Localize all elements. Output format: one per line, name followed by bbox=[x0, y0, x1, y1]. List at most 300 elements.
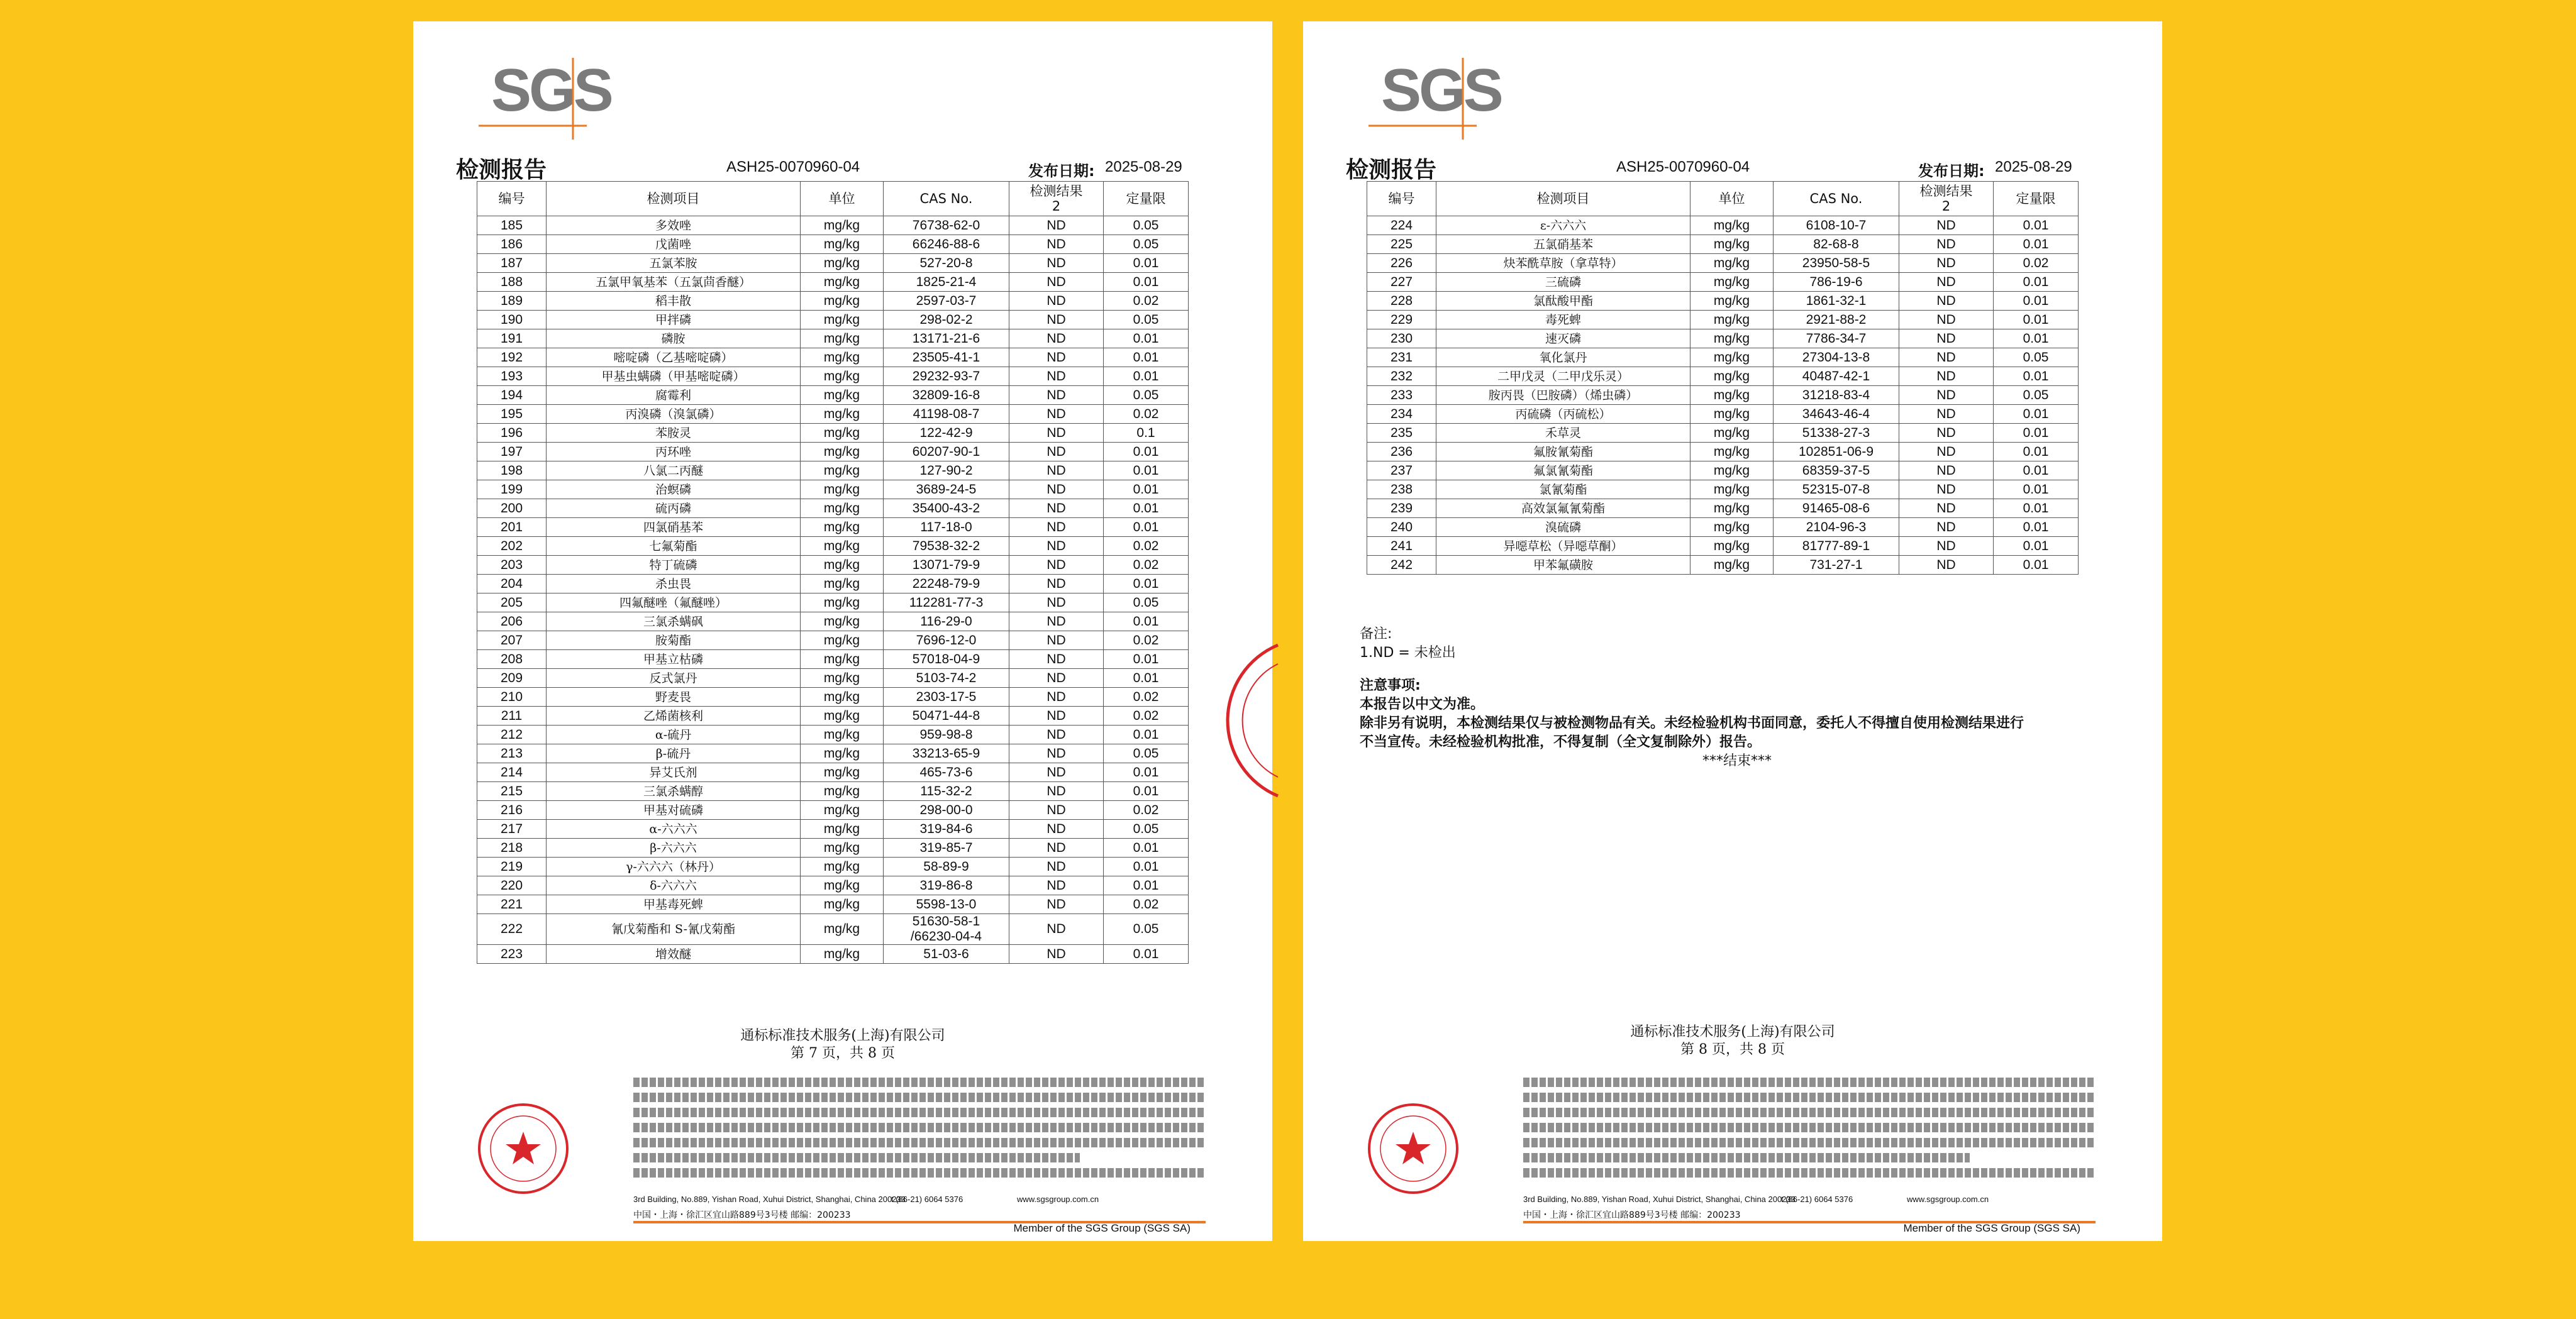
table-cell: 40487-42-1 bbox=[1774, 367, 1899, 386]
table-cell: 2597-03-7 bbox=[884, 292, 1009, 311]
table-row bbox=[477, 367, 1189, 386]
table-cell: 112281-77-3 bbox=[884, 593, 1009, 612]
table-cell: 0.01 bbox=[1994, 461, 2079, 480]
table-cell: 79538-32-2 bbox=[884, 537, 1009, 556]
table-cell: 192 bbox=[477, 348, 547, 367]
table-cell: mg/kg bbox=[1690, 254, 1774, 273]
table-cell: 215 bbox=[477, 782, 547, 801]
table-cell: 224 bbox=[1367, 216, 1436, 235]
table-cell: 0.01 bbox=[1104, 726, 1189, 744]
table-cell: ND bbox=[1009, 273, 1104, 292]
table-cell: ND bbox=[1009, 405, 1104, 424]
table-cell: 186 bbox=[477, 235, 547, 254]
table-cell: 51630-58-1 /66230-04-4 bbox=[884, 914, 1009, 945]
table-cell: 异噁草松（异噁草酮） bbox=[1436, 537, 1690, 556]
table-cell: δ-六六六 bbox=[547, 876, 801, 895]
table-cell: 235 bbox=[1367, 424, 1436, 443]
report-page-7 bbox=[413, 21, 1272, 1241]
table-cell: mg/kg bbox=[801, 518, 884, 537]
table-cell: 氧化氯丹 bbox=[1436, 348, 1690, 367]
table-row bbox=[477, 876, 1189, 895]
table-cell: mg/kg bbox=[1690, 556, 1774, 575]
table-cell: 乙烯菌核利 bbox=[547, 707, 801, 726]
table-cell: ND bbox=[1009, 631, 1104, 650]
table-cell: 0.05 bbox=[1104, 216, 1189, 235]
table-cell: mg/kg bbox=[1690, 216, 1774, 235]
table-row bbox=[1367, 348, 2079, 367]
table-cell: 高效氯氟氰菊酯 bbox=[1436, 499, 1690, 518]
table-cell: mg/kg bbox=[801, 575, 884, 593]
table-cell: ND bbox=[1009, 537, 1104, 556]
column-header: 检测结果 2 bbox=[1009, 182, 1104, 216]
table-cell: mg/kg bbox=[1690, 386, 1774, 405]
table-cell: 31218-83-4 bbox=[1774, 386, 1899, 405]
table-cell: 197 bbox=[477, 443, 547, 461]
page-number: 第 7 页，共 8 页 bbox=[791, 1046, 895, 1061]
table-cell: 187 bbox=[477, 254, 547, 273]
table-cell: 219 bbox=[477, 858, 547, 876]
table-row bbox=[477, 688, 1189, 707]
phone: t (86-21) 6064 5376 bbox=[1781, 1195, 1853, 1204]
table-cell: 465-73-6 bbox=[884, 763, 1009, 782]
table-cell: 0.01 bbox=[1994, 329, 2079, 348]
table-cell: 191 bbox=[477, 329, 547, 348]
table-cell: 嘧啶磷（乙基嘧啶磷） bbox=[547, 348, 801, 367]
table-cell: 0.05 bbox=[1104, 820, 1189, 839]
table-cell: ND bbox=[1899, 443, 1994, 461]
table-cell: 0.02 bbox=[1104, 688, 1189, 707]
logo-text: SGS bbox=[491, 57, 611, 124]
table-cell: 0.01 bbox=[1104, 839, 1189, 858]
table-cell: 0.01 bbox=[1104, 480, 1189, 499]
table-row bbox=[477, 311, 1189, 329]
table-cell: mg/kg bbox=[801, 292, 884, 311]
table-cell: 0.01 bbox=[1104, 782, 1189, 801]
table-cell: ND bbox=[1009, 669, 1104, 688]
table-cell: 319-85-7 bbox=[884, 839, 1009, 858]
table-cell: 硫丙磷 bbox=[547, 499, 801, 518]
table-cell: mg/kg bbox=[801, 499, 884, 518]
table-cell: 甲苯氟磺胺 bbox=[1436, 556, 1690, 575]
table-cell: mg/kg bbox=[1690, 518, 1774, 537]
table-cell: 959-98-8 bbox=[884, 726, 1009, 744]
address-cn: 中国・上海・徐汇区宜山路889号3号楼 邮编：200233 bbox=[1523, 1210, 1741, 1220]
table-row bbox=[1367, 254, 2079, 273]
table-cell: ND bbox=[1899, 273, 1994, 292]
table-cell: 7786-34-7 bbox=[1774, 329, 1899, 348]
table-row bbox=[477, 914, 1189, 945]
table-cell: 二甲戊灵（二甲戊乐灵） bbox=[1436, 367, 1690, 386]
table-cell: 319-84-6 bbox=[884, 820, 1009, 839]
table-cell: 0.01 bbox=[1994, 443, 2079, 461]
column-header: CAS No. bbox=[884, 182, 1009, 216]
table-cell: 220 bbox=[477, 876, 547, 895]
table-cell: ND bbox=[1009, 461, 1104, 480]
table-cell: mg/kg bbox=[801, 273, 884, 292]
results-table bbox=[477, 181, 1189, 964]
table-row bbox=[477, 763, 1189, 782]
table-cell: mg/kg bbox=[1690, 424, 1774, 443]
table-cell: ND bbox=[1009, 945, 1104, 964]
table-cell: 2104-96-3 bbox=[1774, 518, 1899, 537]
table-row bbox=[477, 329, 1189, 348]
table-cell: 毒死蜱 bbox=[1436, 311, 1690, 329]
legal-text-block bbox=[1523, 1078, 2096, 1183]
table-cell: 66246-88-6 bbox=[884, 235, 1009, 254]
table-cell: 202 bbox=[477, 537, 547, 556]
table-cell: 0.02 bbox=[1104, 801, 1189, 820]
table-cell: 0.02 bbox=[1104, 895, 1189, 914]
table-cell: 239 bbox=[1367, 499, 1436, 518]
table-row bbox=[477, 593, 1189, 612]
table-cell: 0.02 bbox=[1104, 405, 1189, 424]
table-cell: β-硫丹 bbox=[547, 744, 801, 763]
table-cell: mg/kg bbox=[801, 348, 884, 367]
report-page-8 bbox=[1303, 21, 2162, 1241]
table-cell: 戊菌唑 bbox=[547, 235, 801, 254]
table-cell: mg/kg bbox=[801, 367, 884, 386]
table-cell: 1861-32-1 bbox=[1774, 292, 1899, 311]
table-cell: mg/kg bbox=[801, 945, 884, 964]
table-cell: 51-03-6 bbox=[884, 945, 1009, 964]
table-cell: 0.01 bbox=[1994, 480, 2079, 499]
table-cell: 甲基虫螨磷（甲基嘧啶磷） bbox=[547, 367, 801, 386]
table-cell: 甲基毒死蜱 bbox=[547, 895, 801, 914]
table-cell: 甲基立枯磷 bbox=[547, 650, 801, 669]
table-cell: 81777-89-1 bbox=[1774, 537, 1899, 556]
table-cell: 异艾氏剂 bbox=[547, 763, 801, 782]
table-cell: 205 bbox=[477, 593, 547, 612]
table-cell: 58-89-9 bbox=[884, 858, 1009, 876]
remarks-label: 备注: bbox=[1360, 626, 1392, 642]
table-row bbox=[477, 386, 1189, 405]
table-cell: 0.02 bbox=[1104, 556, 1189, 575]
table-row bbox=[1367, 443, 2079, 461]
table-cell: 298-00-0 bbox=[884, 801, 1009, 820]
table-cell: mg/kg bbox=[801, 914, 884, 945]
table-cell: 0.01 bbox=[1994, 311, 2079, 329]
company-seal bbox=[476, 1101, 570, 1196]
issue-date-value: 2025-08-29 bbox=[1995, 158, 2072, 175]
table-cell: mg/kg bbox=[801, 726, 884, 744]
table-cell: 0.05 bbox=[1994, 348, 2079, 367]
table-row bbox=[1367, 518, 2079, 537]
column-header: 单位 bbox=[801, 182, 884, 216]
table-row bbox=[1367, 216, 2079, 235]
table-header-row bbox=[477, 182, 1189, 216]
table-cell: ND bbox=[1899, 254, 1994, 273]
table-cell: 204 bbox=[477, 575, 547, 593]
table-cell: 反式氯丹 bbox=[547, 669, 801, 688]
address-cn: 中国・上海・徐汇区宜山路889号3号楼 邮编：200233 bbox=[633, 1210, 851, 1220]
table-cell: 207 bbox=[477, 631, 547, 650]
table-cell: ND bbox=[1009, 443, 1104, 461]
table-cell: mg/kg bbox=[801, 763, 884, 782]
table-cell: 190 bbox=[477, 311, 547, 329]
table-cell: mg/kg bbox=[1690, 348, 1774, 367]
table-cell: mg/kg bbox=[801, 461, 884, 480]
table-row bbox=[477, 443, 1189, 461]
column-header: 定量限 bbox=[1104, 182, 1189, 216]
table-cell: 198 bbox=[477, 461, 547, 480]
table-cell: mg/kg bbox=[801, 537, 884, 556]
table-row bbox=[1367, 461, 2079, 480]
table-cell: 41198-08-7 bbox=[884, 405, 1009, 424]
table-row bbox=[1367, 480, 2079, 499]
table-cell: ND bbox=[1009, 216, 1104, 235]
table-cell: ND bbox=[1009, 329, 1104, 348]
table-row bbox=[477, 801, 1189, 820]
logo-text: SGS bbox=[1381, 57, 1501, 124]
table-cell: 0.01 bbox=[1104, 443, 1189, 461]
table-cell: ND bbox=[1009, 650, 1104, 669]
company-name: 通标标准技术服务(上海)有限公司 bbox=[740, 1028, 945, 1044]
table-cell: 3689-24-5 bbox=[884, 480, 1009, 499]
website: www.sgsgroup.com.cn bbox=[1907, 1195, 1989, 1204]
table-cell: 丙环唑 bbox=[547, 443, 801, 461]
table-cell: ND bbox=[1899, 367, 1994, 386]
table-cell: ND bbox=[1009, 424, 1104, 443]
table-cell: 194 bbox=[477, 386, 547, 405]
table-cell: 127-90-2 bbox=[884, 461, 1009, 480]
table-row bbox=[477, 575, 1189, 593]
table-cell: 29232-93-7 bbox=[884, 367, 1009, 386]
table-row bbox=[477, 556, 1189, 575]
table-cell: mg/kg bbox=[801, 895, 884, 914]
table-cell: mg/kg bbox=[801, 424, 884, 443]
table-cell: 201 bbox=[477, 518, 547, 537]
table-cell: mg/kg bbox=[801, 707, 884, 726]
table-cell: ND bbox=[1009, 895, 1104, 914]
table-cell: ND bbox=[1009, 858, 1104, 876]
table-row bbox=[477, 254, 1189, 273]
table-cell: ND bbox=[1009, 556, 1104, 575]
table-cell: 212 bbox=[477, 726, 547, 744]
table-cell: 233 bbox=[1367, 386, 1436, 405]
table-cell: 特丁硫磷 bbox=[547, 556, 801, 575]
table-row bbox=[1367, 556, 2079, 575]
table-cell: 236 bbox=[1367, 443, 1436, 461]
table-cell: 五氯甲氧基苯（五氯茴香醚） bbox=[547, 273, 801, 292]
table-cell: 200 bbox=[477, 499, 547, 518]
table-row bbox=[477, 858, 1189, 876]
table-cell: mg/kg bbox=[801, 216, 884, 235]
table-cell: 0.01 bbox=[1104, 575, 1189, 593]
overlap-stamp-fragment bbox=[1248, 639, 1279, 802]
report-number: ASH25-0070960-04 bbox=[726, 158, 860, 175]
table-cell: 0.05 bbox=[1104, 744, 1189, 763]
table-cell: β-六六六 bbox=[547, 839, 801, 858]
table-cell: ND bbox=[1009, 311, 1104, 329]
report-title: 检测报告 bbox=[456, 157, 547, 183]
table-cell: 0.02 bbox=[1104, 631, 1189, 650]
legal-text-block bbox=[633, 1078, 1206, 1183]
table-cell: 230 bbox=[1367, 329, 1436, 348]
table-cell: 0.01 bbox=[1104, 945, 1189, 964]
table-row bbox=[477, 895, 1189, 914]
table-cell: ND bbox=[1899, 348, 1994, 367]
table-row bbox=[477, 235, 1189, 254]
table-cell: 八氯二丙醚 bbox=[547, 461, 801, 480]
table-cell: mg/kg bbox=[801, 801, 884, 820]
table-cell: 2303-17-5 bbox=[884, 688, 1009, 707]
table-cell: 胺丙畏（巴胺磷）（烯虫磷） bbox=[1436, 386, 1690, 405]
table-cell: 50471-44-8 bbox=[884, 707, 1009, 726]
table-cell: 208 bbox=[477, 650, 547, 669]
table-cell: 203 bbox=[477, 556, 547, 575]
table-cell: mg/kg bbox=[801, 876, 884, 895]
issue-date-label: 发布日期: bbox=[1028, 162, 1095, 180]
table-cell: ND bbox=[1009, 386, 1104, 405]
table-cell: 七氟菊酯 bbox=[547, 537, 801, 556]
table-cell: mg/kg bbox=[1690, 273, 1774, 292]
table-cell: 240 bbox=[1367, 518, 1436, 537]
table-cell: 189 bbox=[477, 292, 547, 311]
column-header: 单位 bbox=[1690, 182, 1774, 216]
column-header: 定量限 bbox=[1994, 182, 2079, 216]
table-cell: 60207-90-1 bbox=[884, 443, 1009, 461]
table-cell: 32809-16-8 bbox=[884, 386, 1009, 405]
table-cell: ND bbox=[1899, 480, 1994, 499]
table-cell: 0.01 bbox=[1994, 556, 2079, 575]
table-cell: 0.01 bbox=[1104, 876, 1189, 895]
column-header: 编号 bbox=[477, 182, 547, 216]
table-cell: 0.02 bbox=[1994, 254, 2079, 273]
table-cell: 237 bbox=[1367, 461, 1436, 480]
report-title: 检测报告 bbox=[1346, 157, 1437, 183]
table-cell: 319-86-8 bbox=[884, 876, 1009, 895]
table-row bbox=[1367, 273, 2079, 292]
table-cell: 6108-10-7 bbox=[1774, 216, 1899, 235]
table-cell: ND bbox=[1899, 405, 1994, 424]
table-cell: 241 bbox=[1367, 537, 1436, 556]
table-cell: 213 bbox=[477, 744, 547, 763]
table-cell: 0.05 bbox=[1104, 311, 1189, 329]
table-cell: 199 bbox=[477, 480, 547, 499]
table-row bbox=[1367, 329, 2079, 348]
sgs-logo bbox=[1368, 45, 1501, 140]
table-cell: 222 bbox=[477, 914, 547, 945]
table-cell: ND bbox=[1009, 480, 1104, 499]
table-row bbox=[1367, 367, 2079, 386]
page-number: 第 8 页，共 8 页 bbox=[1680, 1042, 1785, 1057]
table-cell: 5103-74-2 bbox=[884, 669, 1009, 688]
table-cell: mg/kg bbox=[801, 235, 884, 254]
table-cell: 1825-21-4 bbox=[884, 273, 1009, 292]
column-header: 检测项目 bbox=[1436, 182, 1690, 216]
table-cell: 7696-12-0 bbox=[884, 631, 1009, 650]
table-cell: 0.01 bbox=[1104, 367, 1189, 386]
table-cell: 氟氯氰菊酯 bbox=[1436, 461, 1690, 480]
table-cell: 增效醚 bbox=[547, 945, 801, 964]
table-cell: 0.05 bbox=[1104, 593, 1189, 612]
table-cell: 0.01 bbox=[1104, 254, 1189, 273]
table-cell: 211 bbox=[477, 707, 547, 726]
table-cell: mg/kg bbox=[801, 650, 884, 669]
table-cell: 193 bbox=[477, 367, 547, 386]
table-cell: 34643-46-4 bbox=[1774, 405, 1899, 424]
table-cell: 磷胺 bbox=[547, 329, 801, 348]
report-header bbox=[456, 147, 1209, 185]
table-cell: 五氯苯胺 bbox=[547, 254, 801, 273]
table-cell: 209 bbox=[477, 669, 547, 688]
table-cell: 23950-58-5 bbox=[1774, 254, 1899, 273]
table-cell: 氯氰菊酯 bbox=[1436, 480, 1690, 499]
table-cell: 0.01 bbox=[1104, 461, 1189, 480]
table-cell: 0.01 bbox=[1104, 518, 1189, 537]
table-cell: 231 bbox=[1367, 348, 1436, 367]
table-row bbox=[477, 499, 1189, 518]
sgs-logo bbox=[479, 45, 611, 140]
table-cell: 溴硫磷 bbox=[1436, 518, 1690, 537]
table-cell: 2921-88-2 bbox=[1774, 311, 1899, 329]
notice-line-1: 本报告以中文为准。 bbox=[1360, 697, 1485, 712]
table-row bbox=[1367, 405, 2079, 424]
table-cell: ND bbox=[1009, 593, 1104, 612]
table-cell: 四氟醚唑（氟醚唑） bbox=[547, 593, 801, 612]
table-cell: 0.01 bbox=[1994, 405, 2079, 424]
table-cell: ND bbox=[1009, 292, 1104, 311]
legal-footer bbox=[476, 1078, 1206, 1222]
table-cell: mg/kg bbox=[801, 688, 884, 707]
table-cell: ND bbox=[1009, 612, 1104, 631]
table-cell: ε-六六六 bbox=[1436, 216, 1690, 235]
table-cell: 195 bbox=[477, 405, 547, 424]
issue-date-label: 发布日期: bbox=[1918, 162, 1985, 180]
table-cell: ND bbox=[1009, 876, 1104, 895]
table-cell: 0.01 bbox=[1994, 367, 2079, 386]
table-cell: mg/kg bbox=[801, 858, 884, 876]
table-cell: 232 bbox=[1367, 367, 1436, 386]
table-cell: mg/kg bbox=[1690, 405, 1774, 424]
table-cell: 22248-79-9 bbox=[884, 575, 1009, 593]
table-row bbox=[477, 424, 1189, 443]
table-cell: 0.01 bbox=[1994, 235, 2079, 254]
table-cell: ND bbox=[1899, 386, 1994, 405]
table-cell: 稻丰散 bbox=[547, 292, 801, 311]
table-row bbox=[477, 348, 1189, 367]
report-header bbox=[1346, 147, 2099, 185]
table-cell: 185 bbox=[477, 216, 547, 235]
column-header: CAS No. bbox=[1774, 182, 1899, 216]
table-cell: 丙溴磷（溴氯磷） bbox=[547, 405, 801, 424]
table-row bbox=[1367, 537, 2079, 556]
table-cell: mg/kg bbox=[1690, 292, 1774, 311]
table-cell: 35400-43-2 bbox=[884, 499, 1009, 518]
table-cell: 210 bbox=[477, 688, 547, 707]
table-row bbox=[1367, 499, 2079, 518]
table-cell: γ-六六六（林丹） bbox=[547, 858, 801, 876]
table-cell: 三氯杀螨醇 bbox=[547, 782, 801, 801]
table-cell: 0.01 bbox=[1104, 650, 1189, 669]
table-cell: 0.01 bbox=[1104, 612, 1189, 631]
website: www.sgsgroup.com.cn bbox=[1017, 1195, 1099, 1204]
table-cell: 82-68-8 bbox=[1774, 235, 1899, 254]
table-cell: 禾草灵 bbox=[1436, 424, 1690, 443]
table-cell: ND bbox=[1009, 782, 1104, 801]
table-cell: 122-42-9 bbox=[884, 424, 1009, 443]
table-row bbox=[1367, 292, 2079, 311]
company-name: 通标标准技术服务(上海)有限公司 bbox=[1630, 1024, 1835, 1040]
table-cell: mg/kg bbox=[1690, 235, 1774, 254]
table-cell: 三硫磷 bbox=[1436, 273, 1690, 292]
table-cell: 117-18-0 bbox=[884, 518, 1009, 537]
table-cell: mg/kg bbox=[801, 480, 884, 499]
table-cell: 氯酞酸甲酯 bbox=[1436, 292, 1690, 311]
table-cell: mg/kg bbox=[801, 556, 884, 575]
table-cell: 速灭磷 bbox=[1436, 329, 1690, 348]
table-cell: ND bbox=[1899, 424, 1994, 443]
